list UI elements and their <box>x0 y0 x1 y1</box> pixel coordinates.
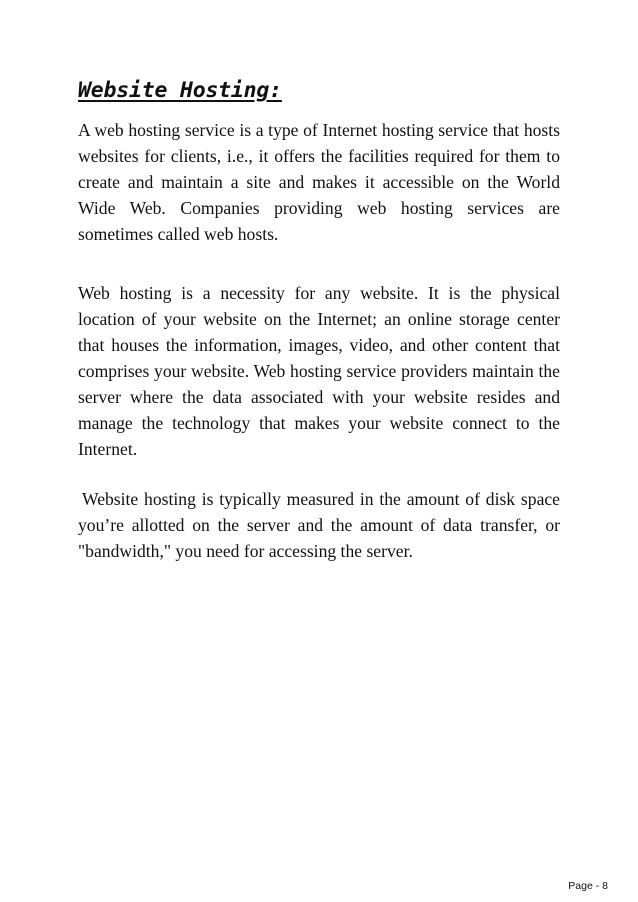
paragraph-definition: A web hosting service is a type of Internet hosting service that hosts websites for clients, i.e., it offers the facilities required for them to create and maintain a site and makes it accessible on the World Wide Web. Companies providing web hosting services are sometimes called web hosts. <box>78 120 560 244</box>
paragraph-measurement: Website hosting is typically measured in the amount of disk space you’re allotted on the server and the amount of data transfer, or "bandwidth," you need for accessing the server. <box>78 489 560 561</box>
section-heading: Website Hosting: <box>78 78 282 103</box>
paragraph-necessity: Web hosting is a necessity for any website. It is the physical location of your website on the Internet; an online storage center that houses the information, images, video, and other content that comprises your website. Web hosting service providers maintain the server where the data associated with your website resides and manage the technology that makes your website connect to the Internet. <box>78 283 560 459</box>
page-number: Page - 8 <box>568 880 608 892</box>
